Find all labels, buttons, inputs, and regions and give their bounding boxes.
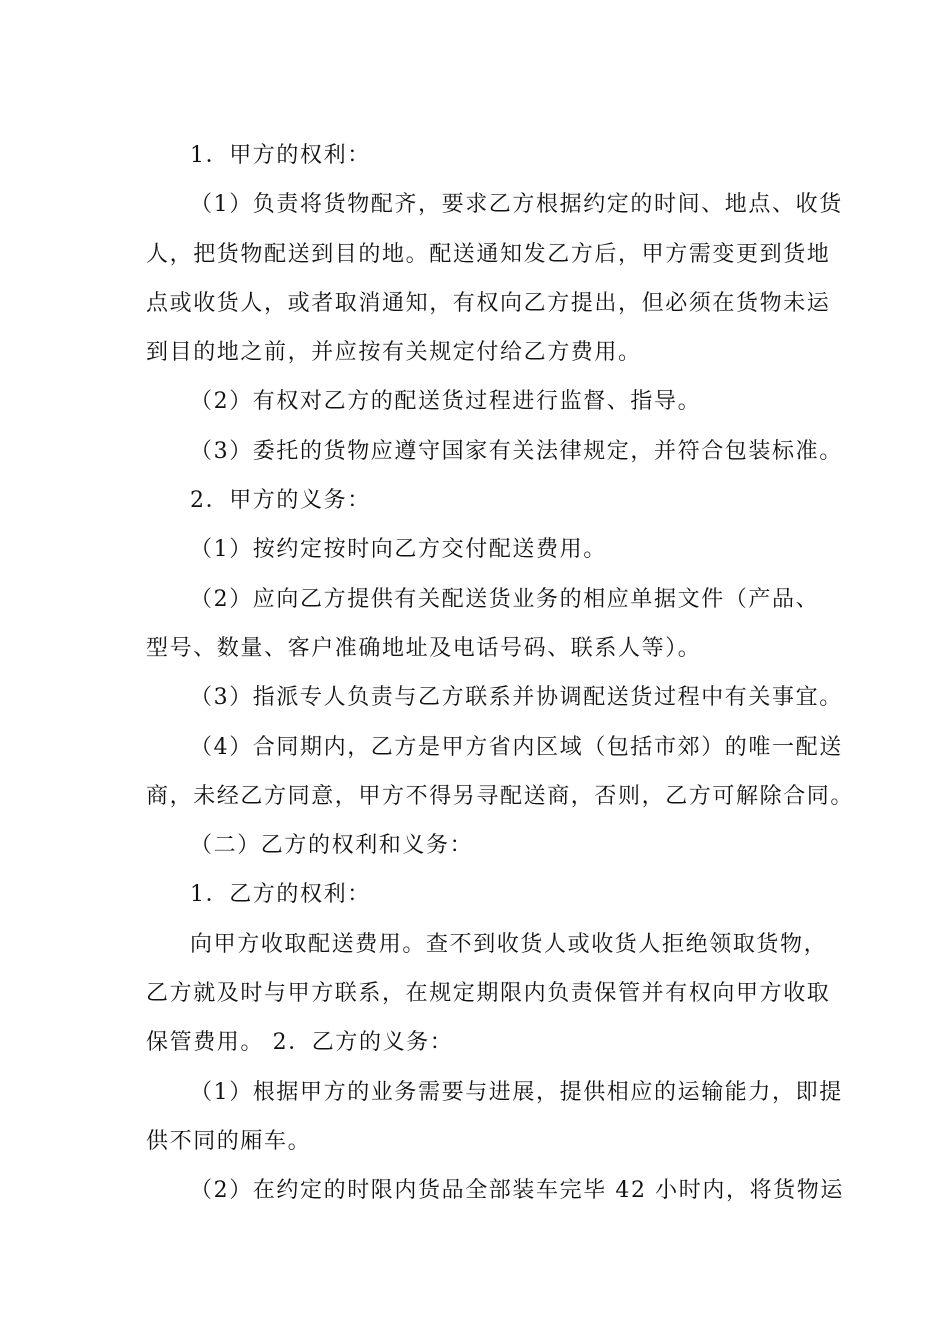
document-line: （4）合同期内，乙方是甲方省内区域（包括市郊）的唯一配送 [190,734,843,760]
document-line: 向甲方收取配送费用。查不到收货人或收货人拒绝领取货物， [190,931,828,957]
document-body [146,131,855,1216]
document-line: 点或收货人，或者取消通知，有权向乙方提出，但必须在货物未运 [146,290,831,316]
document-line: 商，未经乙方同意，甲方不得另寻配送商，否则，乙方可解除合同。 [146,783,855,809]
document-line: （1）按约定按时向乙方交付配送费用。 [190,537,607,563]
document-line: （1）负责将货物配齐，要求乙方根据约定的时间、地点、收货 [190,192,843,218]
document-line: （1）根据甲方的业务需要与进展，提供相应的运输能力，即提 [190,1079,843,1105]
document-line: （2）应向乙方提供有关配送货业务的相应单据文件（产品、 [190,586,820,612]
document-line: 1．乙方的权利： [190,882,371,908]
document-line: 1．甲方的权利： [190,143,371,168]
document-line: （3）委托的货物应遵守国家有关法律规定，并符合包装标准。 [190,438,843,464]
document-line: 乙方就及时与甲方联系，在规定期限内负责保管并有权向甲方收取 [146,981,831,1007]
document-line: （3）指派专人负责与乙方联系并协调配送货过程中有关事宜。 [190,685,843,711]
document-line: （二）乙方的权利和义务： [190,833,474,859]
document-line: 供不同的厢车。 [146,1128,312,1154]
document-line: 型号、数量、客户准确地址及电话号码、联系人等）。 [146,635,702,661]
document-line: 人，把货物配送到目的地。配送通知发乙方后，甲方需变更到货地 [146,241,831,267]
document-line: （2）有权对乙方的配送货过程进行监督、指导。 [190,389,702,415]
document-line: 保管费用。 2．乙方的义务： [146,1030,454,1056]
document-line: （2）在约定的时限内货品全部装车完毕 42 小时内，将货物运 [190,1178,844,1204]
document-line: 2．甲方的义务： [190,488,371,514]
document-line: 到目的地之前，并应按有关规定付给乙方费用。 [146,340,642,366]
